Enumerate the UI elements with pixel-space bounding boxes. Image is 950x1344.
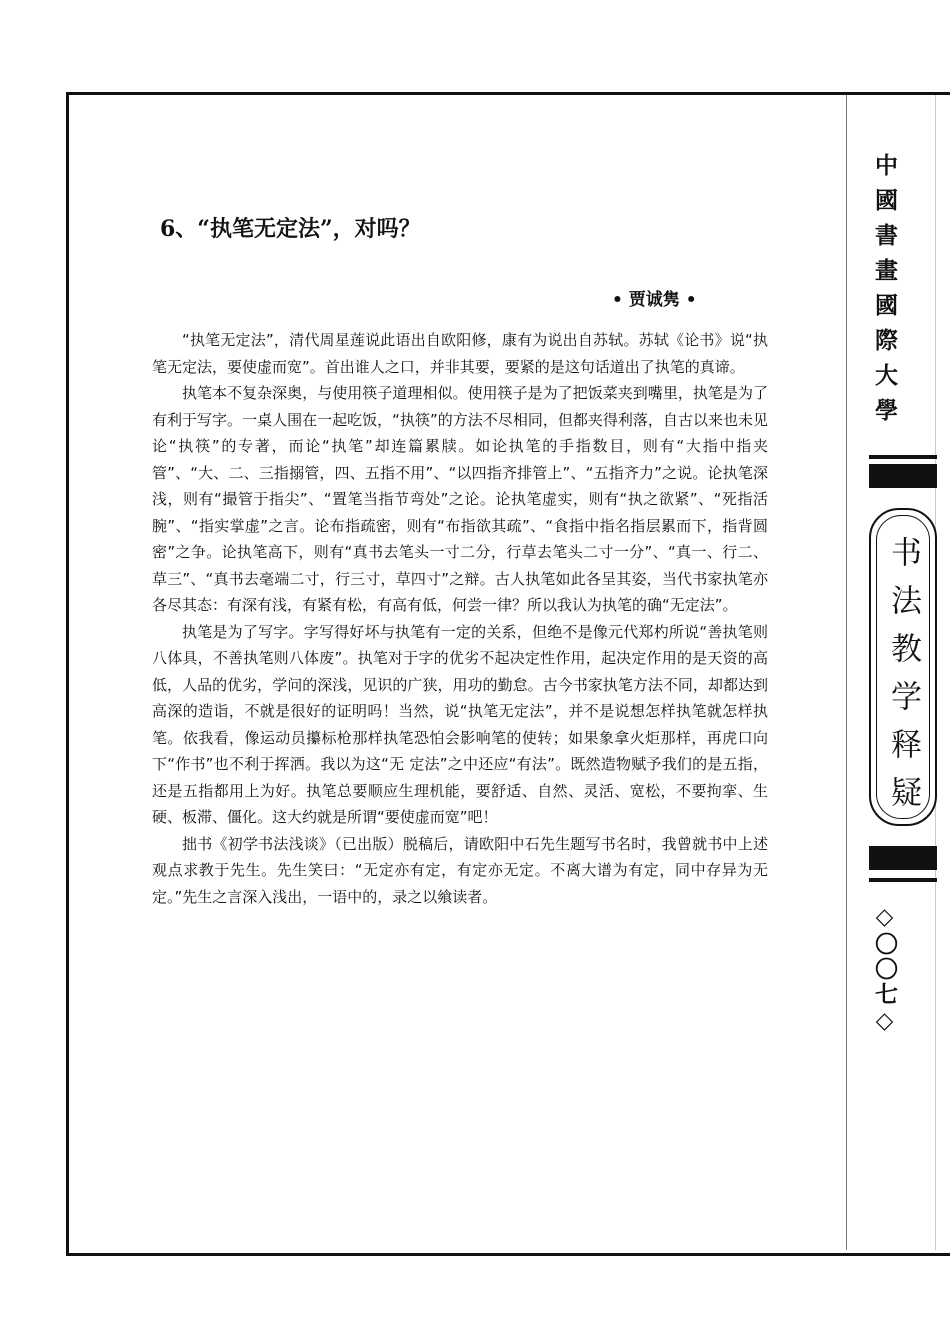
book-title: 书法教学释疑: [885, 536, 921, 824]
band-rule: [869, 878, 937, 882]
paragraph: 拙书《初学书法浅谈》（已出版）脱稿后，请欧阳中石先生题写书名时，我曾就书中上述观点求教于先生。先生笑曰：“无定亦有定，有定亦无定。不离大谱为有定，同中存异为无定。”先生之言深入浅出，一语中的，录之以飨读者。: [152, 834, 768, 906]
paragraph: 执笔是为了写字。字写得好坏与执笔有一定的关系，但绝不是像元代郑杓所说“善执笔则八体具，不善执笔则八体废”。执笔对于字的优劣不起决定性作用，起决定作用的是天资的高低，人品的优劣，学问的深浅，见识的广狭，用功的勤怠。古今书家执笔方法不同，却都达到高深的造诣，不就是很好的证明吗！当然，说“执笔无定法”，并不是说想怎样执笔就怎样执笔。依我看，像运动员攥标枪那样执笔恐怕会影响笔的使转；如果象拿火炬那样，再虎口向下“作书”也不利于挥洒。我以为这“无 定法”之中还应“有法”。既然造物赋予我们的是五指，还是五指都用上为好。执笔总要顺应生理机能，要舒适、自然、灵活、宽松，不要拘挛、生硬、板滞、僵化。这大约就是所谓“要使虚而宽”吧！: [152, 622, 768, 826]
band-mark: [869, 846, 937, 870]
sidebar: [847, 95, 950, 1250]
band-rule: [869, 455, 937, 459]
page-number: ◇〇〇七◇: [871, 903, 898, 1036]
article-author: • 贾诚隽 •: [612, 290, 697, 310]
paragraph: 执笔本不复杂深奥，与使用筷子道理相似。使用筷子是为了把饭菜夹到嘴里，执笔是为了有利于写字。一桌人围在一起吃饭，“执筷”的方法不尽相同，但都夹得利落，自古以来也未见论“执筷”的专著，而论“执笔”却连篇累牍。如论执笔的手指数目，则有“大指中指夹管”、“大、二、三指搦管，四、五指不用”、“以四指齐排管上”、“五指齐力”之说。论执笔深浅，则有“撮管于指尖”、“置笔当指节弯处”之论。论执笔虚实，则有“执之欲紧”、“死指活腕”、“指实掌虚”之言。论布指疏密，则有“布指欲其疏”、“食指中指名指层累而下，指背圆密”之争。论执笔高下，则有“真书去笔头一寸二分，行草去笔头二寸一分”、“真一、行二、草三”、“真书去毫端二寸，行三寸，草四寸”之辩。古人执笔如此各呈其姿，当代书家执笔亦各尽其态：有深有浅，有紧有松，有高有低，何尝一律？所以我认为执笔的确“无定法”。: [152, 384, 768, 614]
band-mark: [869, 464, 937, 488]
article-title: 6、“执笔无定法”，对吗？: [160, 216, 421, 242]
paragraph: “执笔无定法”，清代周星莲说此语出自欧阳修，康有为说出自苏轼。苏轼《论书》说“执笔无定法，要使虚而宽”。首出谁人之口，并非其要，要紧的是这句话道出了执笔的真谛。: [152, 331, 768, 376]
university-name: 中國書畫國際大學: [871, 153, 898, 433]
article-body: [152, 327, 768, 910]
book-title-box: [869, 508, 937, 826]
